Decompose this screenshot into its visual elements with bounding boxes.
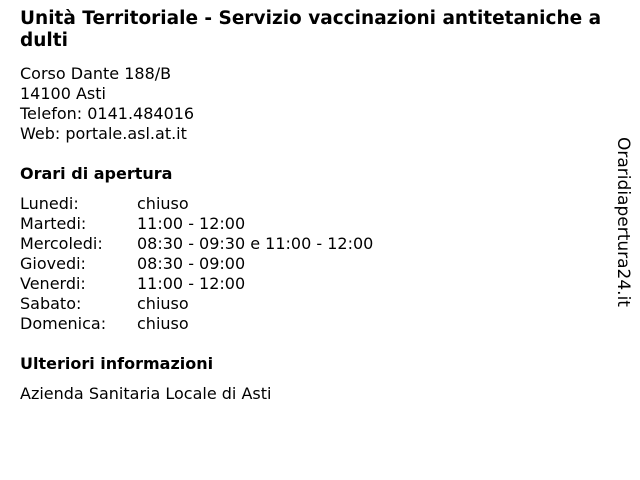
- day-label: Domenica:: [20, 314, 107, 333]
- hours-row-sunday: [20, 314, 610, 334]
- hours-row-monday: [20, 194, 610, 214]
- day-hours: 11:00 - 12:00: [137, 214, 246, 233]
- day-label: Mercoledi:: [20, 234, 103, 253]
- city-address: 14100 Asti: [20, 84, 106, 103]
- address-block: [20, 64, 610, 144]
- day-label: Venerdi:: [20, 274, 86, 293]
- phone-number[interactable]: Telefon: 0141.484016: [20, 104, 195, 123]
- day-label: Sabato:: [20, 294, 82, 313]
- day-label: Giovedi:: [20, 254, 86, 273]
- hours-row-friday: [20, 274, 610, 294]
- day-hours: chiuso: [137, 194, 189, 213]
- day-hours: 11:00 - 12:00: [137, 274, 246, 293]
- day-hours: chiuso: [137, 294, 189, 313]
- hours-row-thursday: [20, 254, 610, 274]
- street-address: Corso Dante 188/B: [20, 64, 172, 83]
- day-hours: 08:30 - 09:30 e 11:00 - 12:00: [137, 234, 374, 253]
- hours-row-tuesday: [20, 214, 610, 234]
- more-info-text: Azienda Sanitaria Locale di Asti: [20, 384, 272, 403]
- site-watermark: Oraridiapertura24.it: [613, 137, 633, 307]
- opening-hours-heading: Orari di apertura: [20, 164, 173, 183]
- day-hours: chiuso: [137, 314, 189, 333]
- hours-row-saturday: [20, 294, 610, 314]
- day-label: Lunedi:: [20, 194, 79, 213]
- more-info-heading: Ulteriori informazioni: [20, 354, 214, 373]
- hours-row-wednesday: [20, 234, 610, 254]
- business-card: [20, 8, 610, 404]
- day-label: Martedi:: [20, 214, 87, 233]
- day-hours: 08:30 - 09:00: [137, 254, 246, 273]
- website-label: Web:: [20, 124, 66, 143]
- page-title: Unità Territoriale - Servizio vaccinazioni antitetaniche adulti: [20, 8, 602, 51]
- website-line: [20, 124, 610, 144]
- opening-hours-table: [20, 194, 610, 334]
- website-link[interactable]: portale.asl.at.it: [65, 124, 187, 143]
